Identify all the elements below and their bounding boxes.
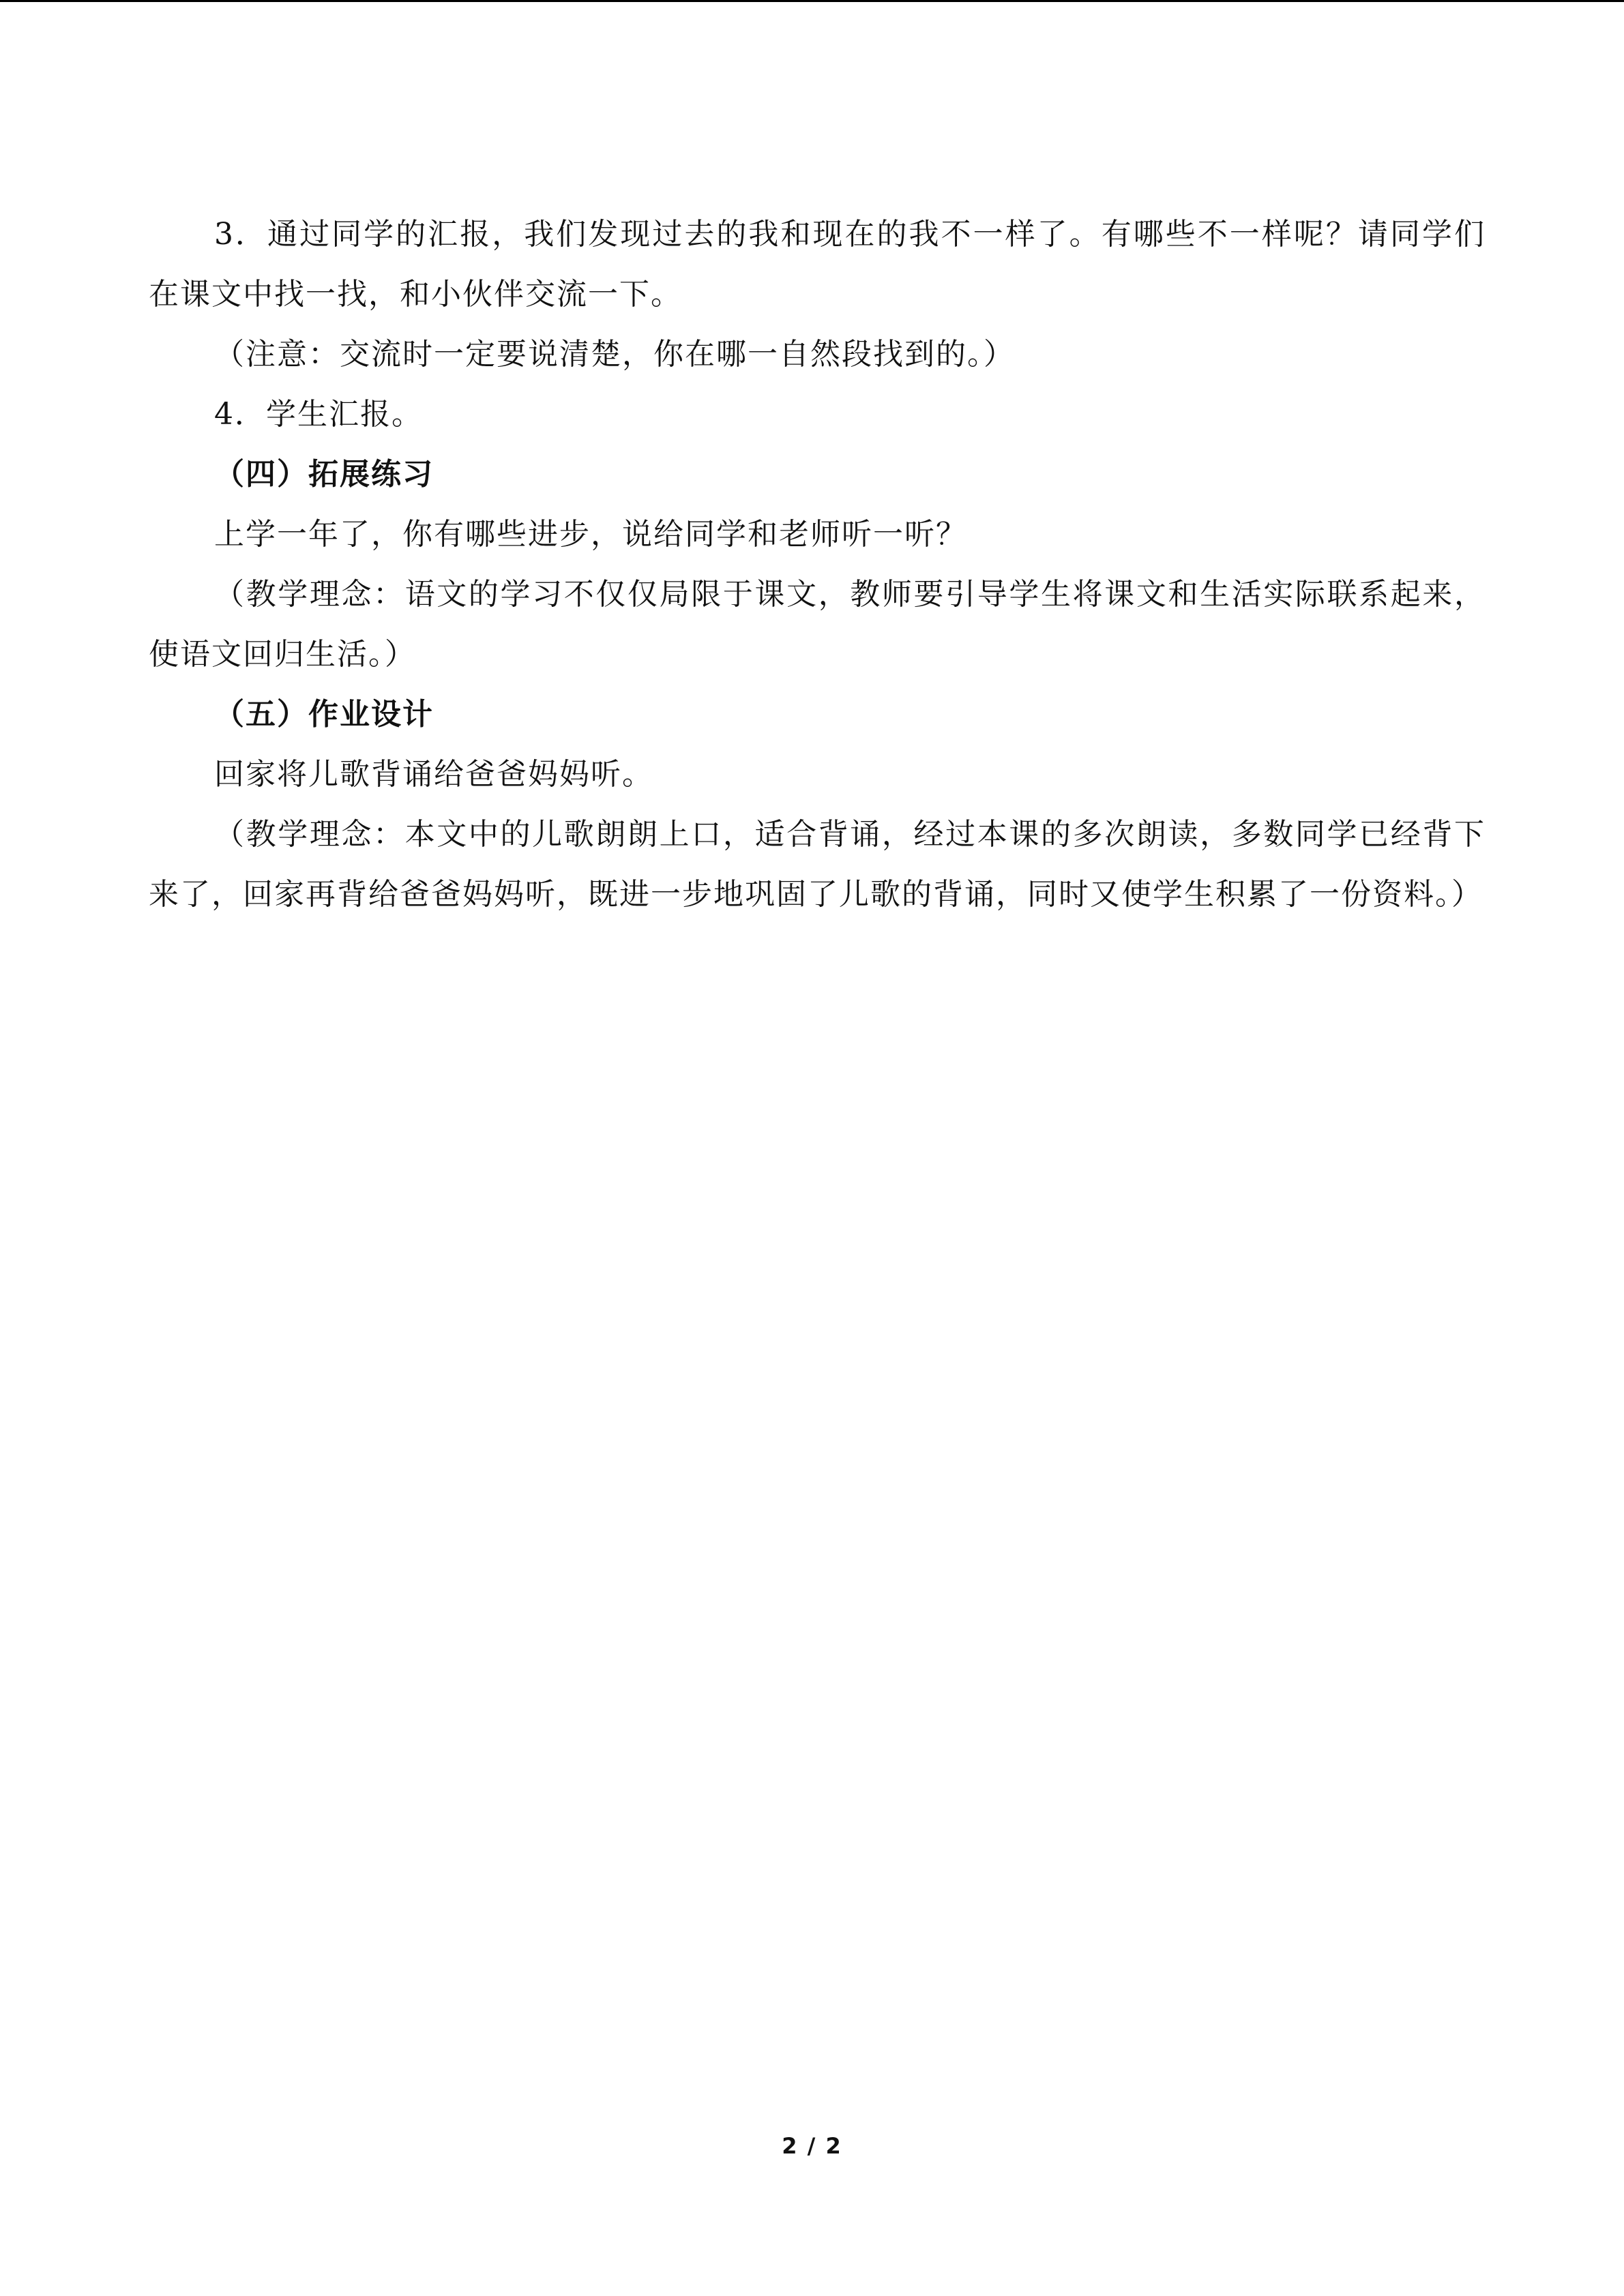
section-heading-homework-design: （五）作业设计	[214, 697, 434, 732]
document-body	[149, 205, 1486, 925]
paragraph-homework: 回家将儿歌背诵给爸爸妈妈听。	[214, 757, 653, 792]
section-heading-extension-practice: （四）拓展练习	[214, 457, 434, 492]
paragraph-progress-question: 上学一年了，你有哪些进步，说给同学和老师听一听？	[214, 517, 967, 552]
paragraph-step-4: 4．学生汇报。	[214, 397, 423, 432]
top-border-line	[0, 0, 1624, 2]
paragraph-step-3: 3．通过同学的汇报，我们发现过去的我和现在的我不一样了。有哪些不一样呢？请同学们在课文中找一找，和小伙伴交流一下。	[149, 217, 1486, 312]
paragraph-note: （注意：交流时一定要说清楚，你在哪一自然段找到的。）	[214, 337, 1015, 372]
paragraph-teaching-concept-1: （教学理念：语文的学习不仅仅局限于课文，教师要引导学生将课文和生活实际联系起来，使语文回归生活。）	[149, 577, 1486, 672]
paragraph-teaching-concept-2: （教学理念：本文中的儿歌朗朗上口，适合背诵，经过本课的多次朗读，多数同学已经背下来了，回家再背给爸爸妈妈听，既进一步地巩固了儿歌的背诵，同时又使学生积累了一份资料。）	[149, 817, 1486, 912]
page-number: 2 / 2	[782, 2133, 842, 2159]
